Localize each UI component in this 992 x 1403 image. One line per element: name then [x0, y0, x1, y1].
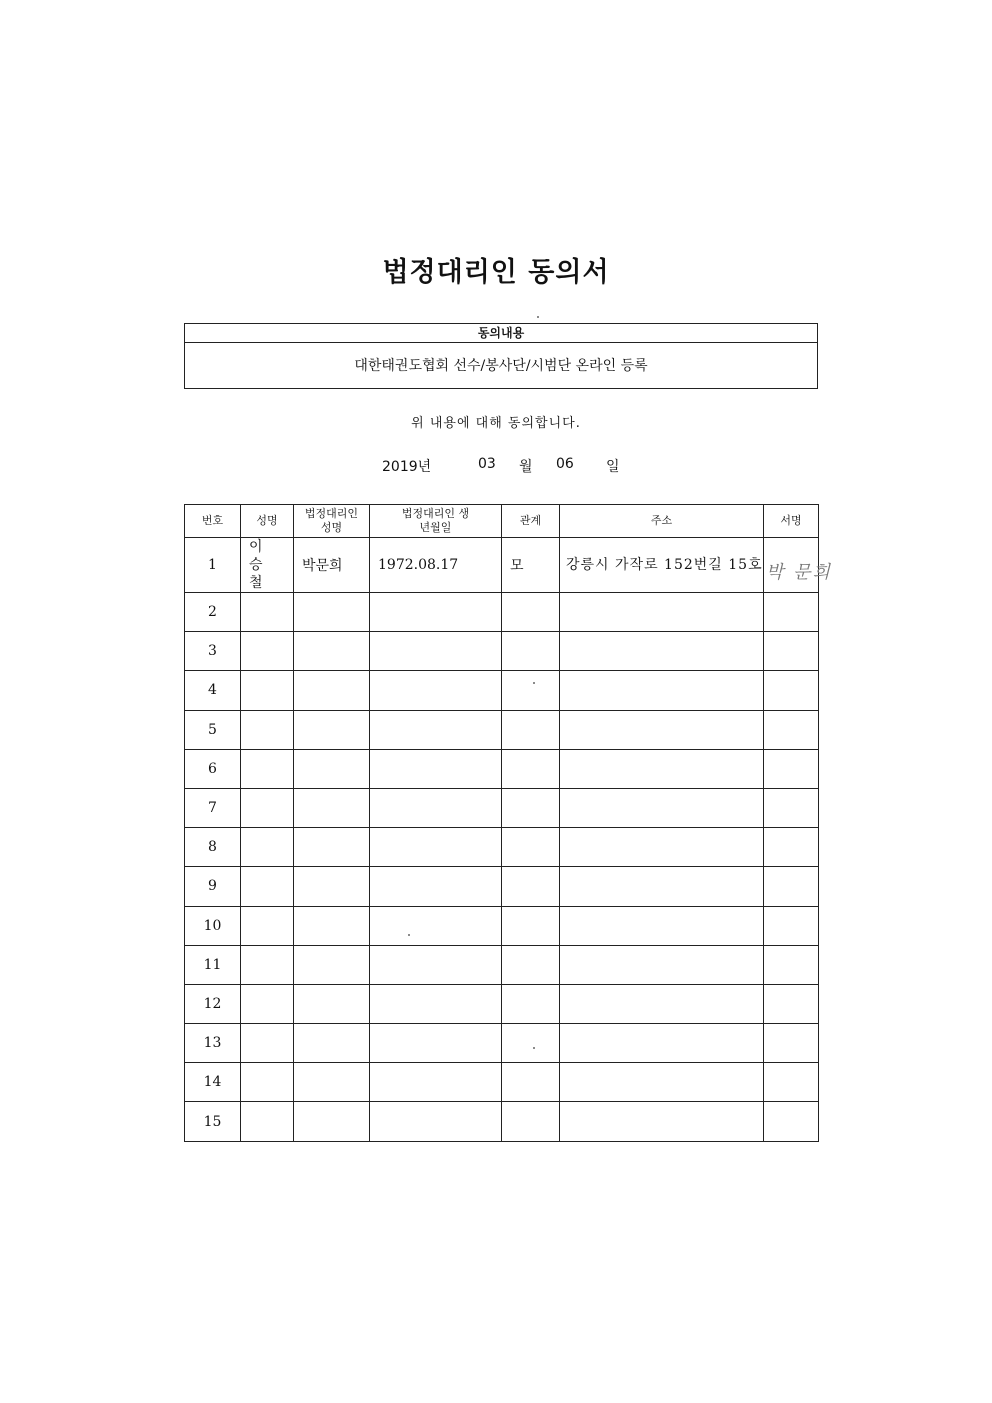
address-cell	[560, 867, 764, 906]
guardian-name-cell	[294, 906, 370, 945]
table-row	[185, 1024, 819, 1063]
student-name-cell	[241, 984, 294, 1023]
student-name-cell	[241, 632, 294, 671]
student-name-cell	[241, 671, 294, 710]
table-row	[185, 906, 819, 945]
table-row	[185, 1063, 819, 1102]
guardian-name-cell	[294, 632, 370, 671]
document-title: 법정대리인 동의서	[382, 257, 610, 288]
address-cell	[560, 1063, 764, 1102]
table-row	[185, 671, 819, 710]
consent-header: 동의내용	[185, 324, 817, 343]
guardian-name-cell	[294, 1102, 370, 1141]
scan-speck	[408, 934, 410, 936]
signature-cell	[764, 867, 819, 906]
guardian-birthdate-cell: 1972.08.17	[370, 538, 502, 593]
address-cell	[560, 749, 764, 788]
signature-cell	[764, 710, 819, 749]
guardian-name-cell	[294, 1024, 370, 1063]
student-name-cell	[241, 710, 294, 749]
signature-cell	[764, 671, 819, 710]
guardian-name-cell	[294, 788, 370, 827]
signature-cell	[764, 788, 819, 827]
student-name-cell	[241, 1102, 294, 1141]
consent-box	[184, 323, 818, 389]
agreement-text: 위 내용에 대해 동의합니다.	[411, 416, 581, 431]
table-row	[185, 788, 819, 827]
table-row	[185, 593, 819, 632]
relation-cell: 모	[502, 538, 560, 593]
header-address: 주소	[560, 505, 764, 538]
relation-cell	[502, 867, 560, 906]
address-cell	[560, 945, 764, 984]
guardian-birthdate-cell	[370, 906, 502, 945]
relation-cell	[502, 906, 560, 945]
row-number-cell: 9	[185, 867, 241, 906]
row-number-cell: 6	[185, 749, 241, 788]
table-row	[185, 710, 819, 749]
relation-cell	[502, 632, 560, 671]
address-cell	[560, 1102, 764, 1141]
student-name-cell	[241, 906, 294, 945]
signature-cell	[764, 1102, 819, 1141]
row-number-cell: 4	[185, 671, 241, 710]
guardian-birthdate-cell	[370, 710, 502, 749]
guardian-birthdate-cell	[370, 593, 502, 632]
relation-cell	[502, 984, 560, 1023]
guardian-birthdate-cell	[370, 945, 502, 984]
table-row	[185, 828, 819, 867]
address-cell	[560, 1024, 764, 1063]
header-guardian-name: 법정대리인 성명	[294, 505, 370, 538]
signature-cell	[764, 906, 819, 945]
guardian-name-cell	[294, 984, 370, 1023]
scan-speck	[537, 316, 539, 318]
row-number-cell: 3	[185, 632, 241, 671]
signature-cell	[764, 828, 819, 867]
header-signature: 서명	[764, 505, 819, 538]
signature-cell	[764, 593, 819, 632]
guardian-birthdate-cell	[370, 1063, 502, 1102]
row-number-cell: 14	[185, 1063, 241, 1102]
date-month-label: 월	[519, 459, 533, 475]
student-name-cell	[241, 828, 294, 867]
header-no: 번호	[185, 505, 241, 538]
scan-speck	[533, 682, 535, 684]
guardian-birthdate-cell	[370, 671, 502, 710]
relation-cell	[502, 828, 560, 867]
handwritten-signature: 박 문희	[766, 562, 832, 583]
student-name-cell	[241, 945, 294, 984]
row-number-cell: 12	[185, 984, 241, 1023]
relation-cell	[502, 710, 560, 749]
table-row	[185, 1102, 819, 1141]
guardian-birthdate-cell	[370, 749, 502, 788]
guardian-name-cell	[294, 749, 370, 788]
signature-cell	[764, 538, 832, 593]
guardian-name-cell	[294, 710, 370, 749]
scan-speck	[533, 1047, 535, 1049]
header-guardian-birth: 법정대리인 생년월일	[370, 505, 502, 538]
signature-cell	[764, 749, 819, 788]
guardian-name-cell	[294, 593, 370, 632]
row-number-cell: 8	[185, 828, 241, 867]
student-name-cell	[241, 1024, 294, 1063]
student-name-cell: 이 승 철	[241, 538, 294, 593]
table-row	[185, 867, 819, 906]
guardian-birthdate-cell	[370, 984, 502, 1023]
address-cell: 강릉시 가작로 152번길 15호	[560, 538, 764, 593]
row-number-cell: 13	[185, 1024, 241, 1063]
signature-cell	[764, 1024, 819, 1063]
guardian-birthdate-cell	[370, 1102, 502, 1141]
student-name-cell	[241, 867, 294, 906]
relation-cell	[502, 1024, 560, 1063]
table-row	[185, 632, 819, 671]
relation-cell	[502, 749, 560, 788]
row-number-cell: 5	[185, 710, 241, 749]
row-number-cell: 1	[185, 538, 241, 593]
relation-cell	[502, 945, 560, 984]
date-month-value: 03	[478, 456, 496, 472]
header-relation: 관계	[502, 505, 560, 538]
guardian-birthdate-cell	[370, 788, 502, 827]
row-number-cell: 15	[185, 1102, 241, 1141]
guardian-birthdate-cell	[370, 867, 502, 906]
row-number-cell: 10	[185, 906, 241, 945]
relation-cell	[502, 1063, 560, 1102]
row-number-cell: 7	[185, 788, 241, 827]
relation-cell	[502, 671, 560, 710]
row-number-cell: 11	[185, 945, 241, 984]
guardian-birthdate-cell	[370, 632, 502, 671]
relation-cell	[502, 593, 560, 632]
table-row	[185, 749, 819, 788]
student-name-cell	[241, 788, 294, 827]
guardian-name-cell	[294, 671, 370, 710]
date-day-value: 06	[556, 456, 574, 472]
relation-cell	[502, 1102, 560, 1141]
signature-cell	[764, 984, 819, 1023]
header-name: 성명	[241, 505, 294, 538]
address-cell	[560, 788, 764, 827]
student-name-cell	[241, 749, 294, 788]
student-name-cell	[241, 1063, 294, 1102]
address-cell	[560, 828, 764, 867]
signature-cell	[764, 1063, 819, 1102]
guardian-name-cell	[294, 828, 370, 867]
address-cell	[560, 710, 764, 749]
guardian-name-cell	[294, 945, 370, 984]
signature-cell	[764, 632, 819, 671]
table-row	[185, 984, 819, 1023]
table-header-row	[185, 505, 819, 538]
consent-content: 대한태권도협회 선수/봉사단/시범단 온라인 등록	[354, 358, 648, 374]
date-year: 2019년	[382, 459, 432, 475]
relation-cell	[502, 788, 560, 827]
student-name-cell	[241, 593, 294, 632]
guardian-birthdate-cell	[370, 1024, 502, 1063]
guardian-table	[184, 504, 832, 1142]
guardian-name-cell: 박문희	[294, 538, 370, 593]
address-cell	[560, 906, 764, 945]
row-number-cell: 2	[185, 593, 241, 632]
address-cell	[560, 593, 764, 632]
guardian-birthdate-cell	[370, 828, 502, 867]
guardian-name-cell	[294, 867, 370, 906]
address-cell	[560, 984, 764, 1023]
guardian-name-cell	[294, 1063, 370, 1102]
address-cell	[560, 671, 764, 710]
address-cell	[560, 632, 764, 671]
date-day-label: 일	[606, 459, 620, 475]
table-row	[185, 538, 819, 593]
signature-cell	[764, 945, 819, 984]
table-row	[185, 945, 819, 984]
